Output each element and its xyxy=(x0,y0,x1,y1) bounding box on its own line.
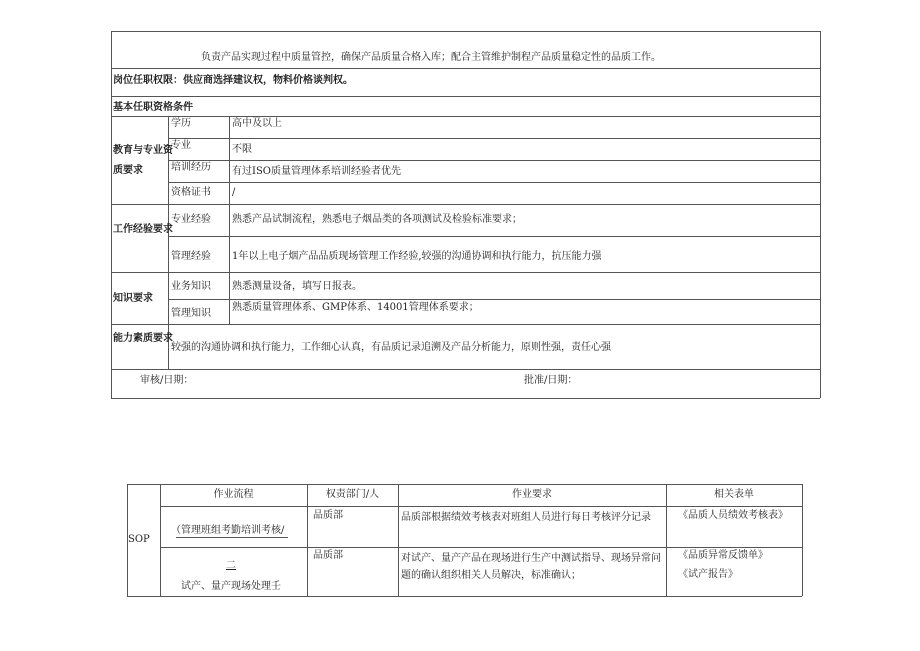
row-key: 资格证书 xyxy=(171,187,211,198)
approve-date-label: 批准/日期： xyxy=(524,375,578,386)
flow-step: 试产、量产现场处理壬 xyxy=(181,581,281,592)
flow-step: （管理班组考勤培训考核/ xyxy=(171,525,285,536)
section-label-education: 教育与专业资质要求 xyxy=(113,145,173,176)
row-value: 1年以上电子烟产品品质现场管理工作经验,较强的沟通协调和执行能力，抗压能力强 xyxy=(232,251,602,262)
row-value: 不限 xyxy=(232,144,252,155)
row-divider xyxy=(111,272,820,273)
row-divider xyxy=(111,116,820,117)
section-label-ability: 能力素质要求 xyxy=(113,333,173,344)
row-divider xyxy=(111,68,820,69)
row-divider xyxy=(111,324,820,325)
row-divider xyxy=(111,204,820,205)
sop-border-bottom xyxy=(127,596,802,597)
header-forms: 相关表单 xyxy=(714,489,754,500)
col-divider xyxy=(229,116,230,324)
row-divider xyxy=(111,369,820,370)
row-divider xyxy=(168,236,820,237)
row-key: 学历 xyxy=(171,118,191,129)
table-border-top xyxy=(111,31,820,32)
basic-requirements-title: 基本任职资格条件 xyxy=(113,102,193,113)
authority-text: 岗位任职权限：供应商选择建议权，物料价格谈判权。 xyxy=(113,75,353,86)
flow-underline xyxy=(176,537,288,538)
review-date-label: 审核/日期： xyxy=(140,375,194,386)
row-value: / xyxy=(232,187,236,198)
flow-step-number: 二 xyxy=(226,560,236,571)
ability-value: 较强的沟通协调和执行能力，工作细心认真，有品质记录追溯及产品分析能力，原则性强，责任心强 xyxy=(171,342,611,353)
form-cell: 《试产报告》 xyxy=(678,569,738,580)
sop-label: SOP xyxy=(128,534,150,545)
table-border-bottom xyxy=(111,398,820,399)
row-divider xyxy=(168,299,820,300)
table-border-right xyxy=(820,31,821,398)
form-cell: 《品质异常反馈单》 xyxy=(678,550,768,561)
row-value: 熟悉质量管理体系、GMP体系、14001管理体系要求； xyxy=(232,302,479,313)
row-key: 专业 xyxy=(171,140,191,151)
header-requirement: 作业要求 xyxy=(512,489,552,500)
row-divider xyxy=(168,138,820,139)
dept-cell: 品质部 xyxy=(313,510,343,521)
row-divider xyxy=(168,182,820,183)
row-divider xyxy=(168,160,820,161)
requirement-cell: 对试产、量产产品在现场进行生产中测试指导、现场异常问题的确认组织相关人员解决，标准确认； xyxy=(401,553,661,581)
row-value: 熟悉产品试制流程，熟悉电子烟品类的各项测试及检验标准要求； xyxy=(232,214,522,225)
section-label-knowledge: 知识要求 xyxy=(113,293,153,304)
responsibility-text: 负责产品实现过程中质量管控，确保产品质量合格入库；配合主管维护制程产品质量稳定性的品质工作。 xyxy=(201,52,661,63)
row-key: 管理经验 xyxy=(171,251,211,262)
header-dept: 权责部门/人 xyxy=(325,489,380,500)
row-key: 管理知识 xyxy=(171,308,211,319)
sop-border-top xyxy=(127,484,802,485)
sop-border-right xyxy=(802,484,803,596)
table-border-left xyxy=(111,31,112,398)
row-key: 培训经历 xyxy=(171,162,211,173)
row-value: 熟悉测量设备，填写日报表。 xyxy=(232,281,362,292)
dept-cell: 品质部 xyxy=(313,550,343,561)
row-divider xyxy=(111,96,820,97)
header-flow: 作业流程 xyxy=(213,489,254,500)
row-key: 专业经验 xyxy=(171,214,211,225)
row-value: 高中及以上 xyxy=(232,118,282,129)
row-value: 有过ISO质量管理体系培训经验者优先 xyxy=(232,166,401,177)
form-cell: 《品质人员绩效考核表》 xyxy=(678,510,788,521)
row-divider xyxy=(160,506,802,507)
section-label-experience: 工作经验要求 xyxy=(113,224,173,235)
row-key: 业务知识 xyxy=(171,281,211,292)
requirement-cell: 品质部根据绩效考核表对班组人员进行每日考核评分记录 xyxy=(401,512,651,523)
row-divider xyxy=(160,547,802,548)
